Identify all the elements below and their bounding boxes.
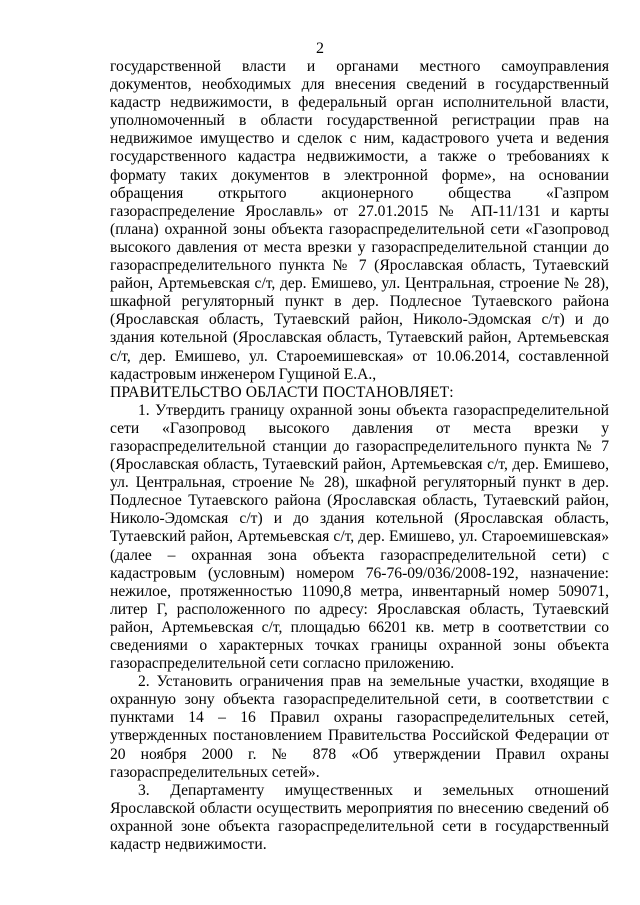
resolution-heading: ПРАВИТЕЛЬСТВО ОБЛАСТИ ПОСТАНОВЛЯЕТ: xyxy=(110,383,454,401)
preamble-paragraph: государственной власти и органами местного самоуправления документов, необходимых для внесения сведений в государственный кадастр недвижимости, в федеральный орган исполнительной власти, уполномоченный в области государственной регистрации прав на недвижимое имущество и сделок с ним, кадастрового учета и ведения государственного кадастра недвижимости, а также о требованиях к формату таких документов в электронной форме», на основании обращения открытого акционерного общества «Газпром газораспределение Ярославль» от 27.01.2015 № АП-11/131 и карты (плана) охранной зоны объекта газораспределительной сети «Газопровод высокого давления от места врезки у газораспределительной станции до газораспределительного пункта № 7 (Ярославская область, Тутаевский район, Артемьевская с/т, дер. Емишево, ул. Центральная, строение № 28), шкафной регуляторный пункт в дер. Подлесное Тутаевского района (Ярославская область, Тутаевский район, Николо-Эдомская с/т) и до здания котельной (Ярославская область, Тутаевский район, Артемьевская с/т, дер. Емишево, ул. Староемишевская» от 10.06.2014, составленной кадастровым инженером Гущиной Е.А., xyxy=(110,58,609,383)
page-number: 2 xyxy=(316,40,324,57)
resolution-item-1: 1. Утвердить границу охранной зоны объекта газораспределительной сети «Газопровод высокого давления от места врезки у газораспределительной станции до газораспределительного пункта № 7 (Ярославская область, Тутаевский район, Артемьевская с/т, дер. Емишево, ул. Центральная, строение № 28), шкафной регуляторный пункт в дер. Подлесное Тутаевского района (Ярославская область, Тутаевский район, Николо-Эдомская с/т) и до здания котельной (Ярославская область, Тутаевский район, Артемьевская с/т, дер. Емишево, ул. Староемишевская» (далее – охранная зона объекта газораспределительной сети) с кадастровым (условным) номером 76-76-09/036/2008-192, назначение: нежилое, протяженностью 11090,8 метра, инвентарный номер 509071, литер Г, расположенного по адресу: Ярославская область, Тутаевский район, Артемьевская с/т, площадью 66201 кв. метр в соответствии со сведениями о характерных точках границы охранной зоны объекта газораспределительной сети согласно приложению. xyxy=(110,401,609,673)
resolution-item-3: 3. Департаменту имущественных и земельных отношений Ярославской области осуществить мероприятия по внесению сведений об охранной зоне объекта газораспределительной сети в государственный кадастр недвижимости. xyxy=(110,781,609,854)
document-body xyxy=(110,58,609,854)
resolution-item-2: 2. Установить ограничения прав на земельные участки, входящие в охранную зону объекта газораспределительной сети, в соответствии с пунктами 14 – 16 Правил охраны газораспределительных сетей, утвержденных постановлением Правительства Российской Федерации от 20 ноября 2000 г. № 878 «Об утверждении Правил охраны газораспределительных сетей». xyxy=(110,673,609,781)
